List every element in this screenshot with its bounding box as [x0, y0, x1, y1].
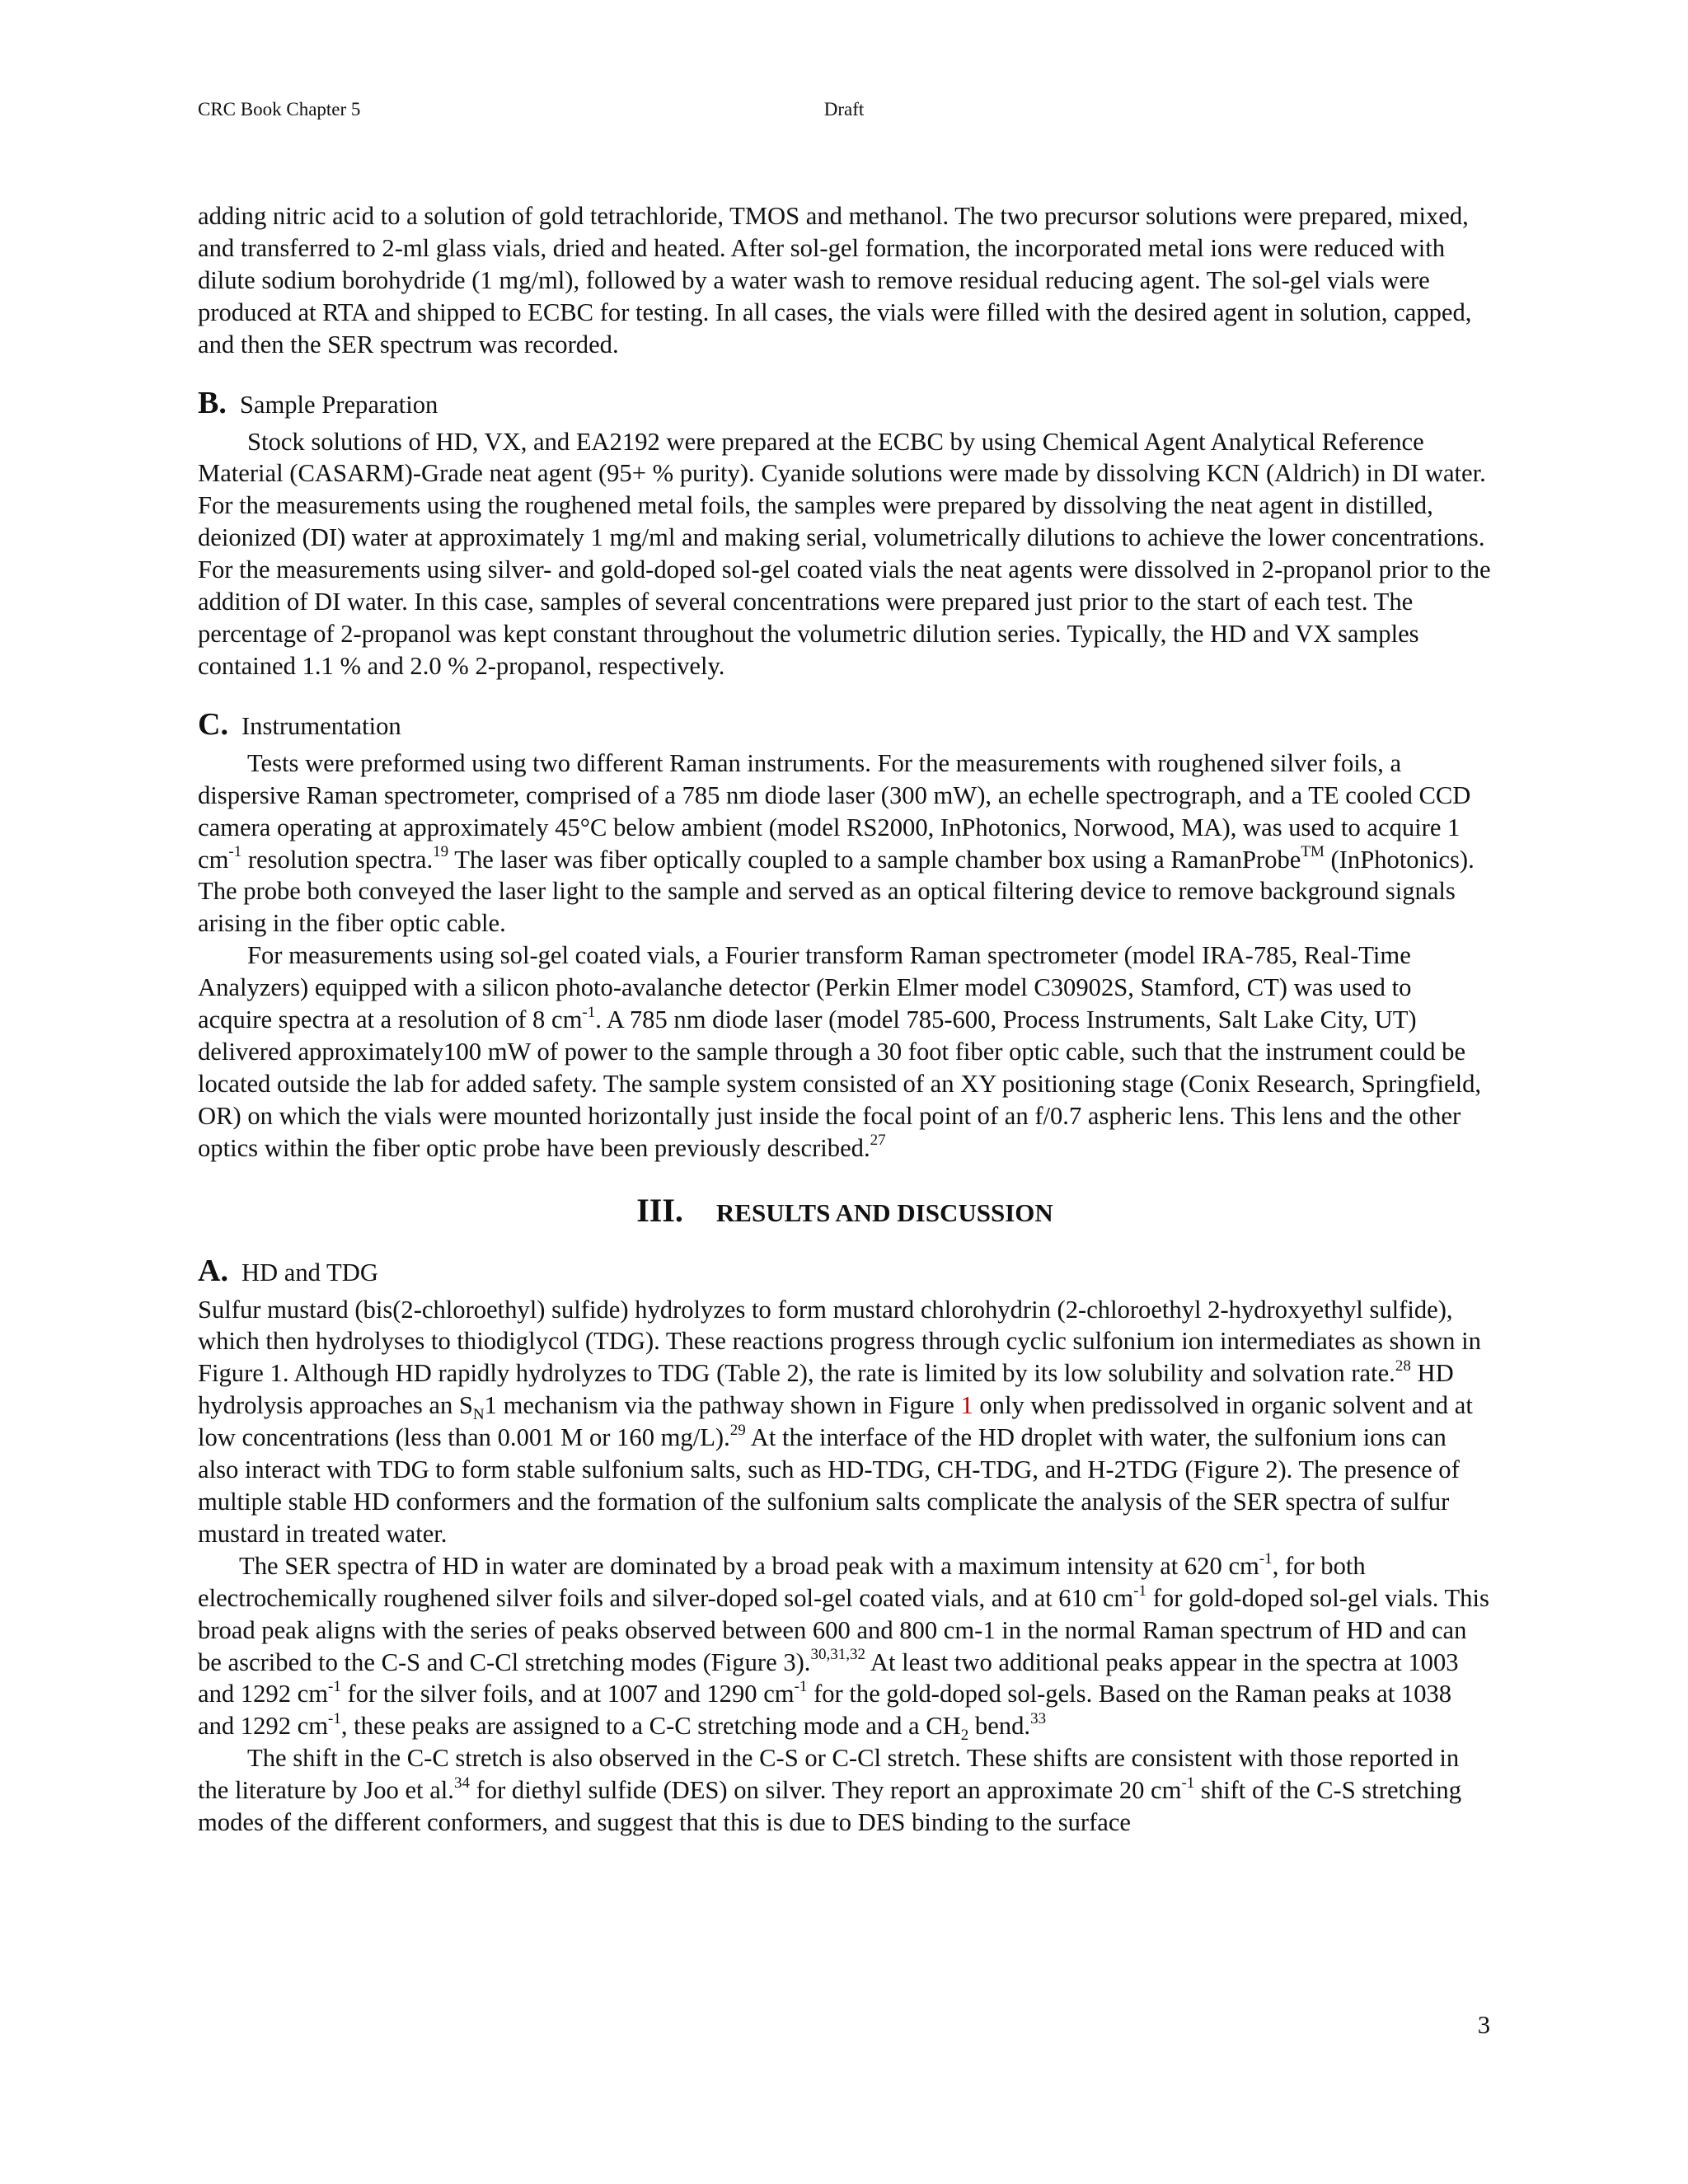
sample-preparation-paragraph: Stock solutions of HD, VX, and EA2192 were prepared at the ECBC by using Chemical Agent Analytical Reference Material (CASARM)-Grade neat agent (95+ % purity). Cyanide solutions were made by dissolving KCN (Aldrich) in DI water. For the measurements using the roughened metal foils, the samples were prepared by dissolving the neat agent in distilled, deionized (DI) water at approximately 1 mg/ml and making serial, volumetrically dilutions to achieve the lower concentrations. For the measurements using silver- and gold-doped sol-gel coated vials the neat agents were dissolved in 2-propanol prior to the addition of DI water. In this case, samples of several concentrations were prepared just prior to the start of each test. The percentage of 2-propanol was kept constant throughout the volumetric dilution series. Typically, the HD and VX samples contained 1.1 % and 2.0 % 2-propanol, respectively.	[198, 427, 1491, 680]
header-draft-label: Draft	[823, 99, 865, 120]
text-run: For measurements using sol-gel coated vials, a Fourier transform Raman spectrometer (model IRA-785, Real-Time Analyzers) equipped with a silicon photo-avalanche detector (Perkin Elmer model C30902S, Stamford, CT) was used to acquire spectra at a resolution of 8 cm	[198, 941, 1412, 1034]
section-iii-heading	[198, 1193, 1492, 1231]
citation-superscript: 19	[433, 843, 449, 861]
section-a-title: HD and TDG	[241, 1258, 378, 1286]
section-c-heading	[198, 708, 1492, 743]
text-run: , for both electrochemically roughened silver foils and silver-doped sol-gel coated vials, and at 610 cm	[198, 1551, 1366, 1612]
text-run: At the interface of the HD droplet with water, the sulfonium ions can also interact with TDG to form stable sulfonium salts, such as HD-TDG, CH-TDG, and H-2TDG (Figure 2). The presence of multiple stable HD conformers and the formation of the sulfonium salts complicate the analysis of the SER spectra of sulfur mustard in treated water.	[198, 1423, 1460, 1548]
text-run: for the silver foils, and at 1007 and 1290 cm	[340, 1680, 795, 1708]
text-run: The shift in the C-C stretch is also observed in the C-S or C-Cl stretch. These shifts are consistent with those reported in the literature by Joo et al.	[198, 1744, 1460, 1805]
subscript: N	[472, 1406, 485, 1424]
text-run: resolution spectra.	[241, 845, 434, 874]
section-iii-number: III.	[636, 1191, 683, 1229]
section-a-letter: A.	[198, 1253, 228, 1288]
text-run: The SER spectra of HD in water are dominated by a broad peak with a maximum intensity at 620 cm	[239, 1551, 1259, 1580]
superscript: -1	[582, 1003, 596, 1021]
citation-superscript: 34	[453, 1774, 470, 1792]
citation-superscript: 28	[1395, 1357, 1411, 1376]
citation-superscript: 29	[729, 1422, 746, 1439]
superscript: -1	[328, 1710, 341, 1728]
superscript: -1	[1259, 1549, 1273, 1568]
hd-tdg-paragraph-1	[198, 1294, 1492, 1550]
citation-superscript: 33	[1030, 1710, 1047, 1728]
section-b-heading	[198, 387, 1492, 421]
superscript: -1	[1181, 1774, 1195, 1792]
text-run: Tests were preformed using two different Raman instruments. For the measurements with roughened silver foils, a dispersive Raman spectrometer, comprised of a 785 nm diode laser (300 mW), an echelle spectrograph, and a TE cooled CCD camera operating at approximately 45°C below ambient (model RS2000, InPhotonics, Norwood, MA), was used to acquire 1 cm	[198, 748, 1471, 874]
header-chapter: CRC Book Chapter 5	[198, 99, 361, 120]
section-c-title: Instrumentation	[241, 711, 401, 740]
text-run: HD hydrolysis approaches an S	[198, 1359, 1454, 1420]
page-number: 3	[1477, 2011, 1490, 2039]
section-b-letter: B.	[198, 385, 227, 420]
superscript: -1	[1133, 1582, 1147, 1600]
section-iii-title: RESULTS AND DISCUSSION	[715, 1197, 1053, 1227]
text-run: . A 785 nm diode laser (model 785-600, Process Instruments, Salt Lake City, UT) delivered approximately100 mW of power to the sample through a 30 foot fiber optic cable, such that the instrument could be located outside the lab for added safety. The sample system consisted of an XY positioning stage (Conix Research, Springfield, OR) on which the vials were mounted horizontally just inside the focal point of an f/0.7 aspheric lens. This lens and the other optics within the fiber optic probe have been previously described.	[198, 1005, 1482, 1162]
instrumentation-paragraph-1	[198, 748, 1492, 940]
hd-tdg-paragraph-3	[198, 1742, 1492, 1839]
instrumentation-paragraph-2	[198, 940, 1492, 1164]
text-run: for gold-doped sol-gel vials. This broad peak aligns with the series of peaks observed between 600 and 800 cm-1 in the normal Raman spectrum of HD and can be ascribed to the C-S and C-Cl stretching modes (Figure 3).	[198, 1583, 1489, 1676]
subscript: 2	[960, 1727, 969, 1745]
trademark-superscript: TM	[1301, 843, 1325, 861]
hd-tdg-paragraph-2	[198, 1549, 1492, 1745]
section-b-title: Sample Preparation	[239, 390, 438, 419]
text-run: (InPhotonics). The probe both conveyed the laser light to the sample and served as an optical filtering device to remove background signals arising in the fiber optic cable.	[198, 845, 1475, 938]
text-run: for the gold-doped sol-gels. Based on the Raman peaks at 1038 and 1292 cm	[198, 1680, 1452, 1741]
text-run: only when predissolved in organic solvent and at low concentrations (less than 0.001 M or 160 mg/L).	[198, 1391, 1473, 1452]
text-run: Sulfur mustard (bis(2-chloroethyl) sulfide) hydrolyzes to form mustard chlorohydrin (2-chloroethyl 2-hydroxyethyl sulfide), which then hydrolyses to thiodiglycol (TDG). These reactions progress through cyclic sulfonium ion intermediates as shown in Figure 1. Although HD rapidly hydrolyzes to TDG (Table 2), the rate is limited by its low solubility and solvation rate.	[198, 1295, 1481, 1388]
superscript: -1	[228, 843, 242, 861]
citation-superscript: 27	[870, 1132, 886, 1150]
intro-paragraph: adding nitric acid to a solution of gold tetrachloride, TMOS and methanol. The two precursor solutions were prepared, mixed, and transferred to 2-ml glass vials, dried and heated. After sol-gel formation, the incorporated metal ions were reduced with dilute sodium borohydride (1 mg/ml), followed by a water wash to remove residual reducing agent. The sol-gel vials were produced at RTA and shipped to ECBC for testing. In all cases, the vials were filled with the desired agent in solution, capped, and then the SER spectrum was recorded.	[198, 202, 1472, 359]
running-header	[198, 99, 1490, 127]
text-run: , these peaks are assigned to a C-C stretching mode and a CH	[340, 1712, 961, 1741]
text-run: shift of the C-S stretching modes of the different conformers, and suggest that this is due to DES binding to the surface	[198, 1776, 1462, 1837]
text-run: The laser was fiber optically coupled to a sample chamber box using a RamanProbe	[448, 845, 1301, 874]
superscript: -1	[328, 1678, 341, 1696]
text-run: 1 mechanism via the pathway shown in Figure	[484, 1391, 961, 1420]
figure-reference-link[interactable]: 1	[960, 1391, 973, 1420]
section-a-heading	[198, 1254, 1492, 1289]
document-body	[198, 200, 1492, 1839]
superscript: -1	[794, 1678, 808, 1696]
text-run: bend.	[968, 1712, 1031, 1741]
citation-superscript: 30,31,32	[810, 1646, 865, 1664]
text-run: for diethyl sulfide (DES) on silver. They report an approximate 20 cm	[469, 1776, 1182, 1805]
section-c-letter: C.	[198, 706, 228, 742]
text-run: At least two additional peaks appear in the spectra at 1003 and 1292 cm	[198, 1647, 1459, 1708]
